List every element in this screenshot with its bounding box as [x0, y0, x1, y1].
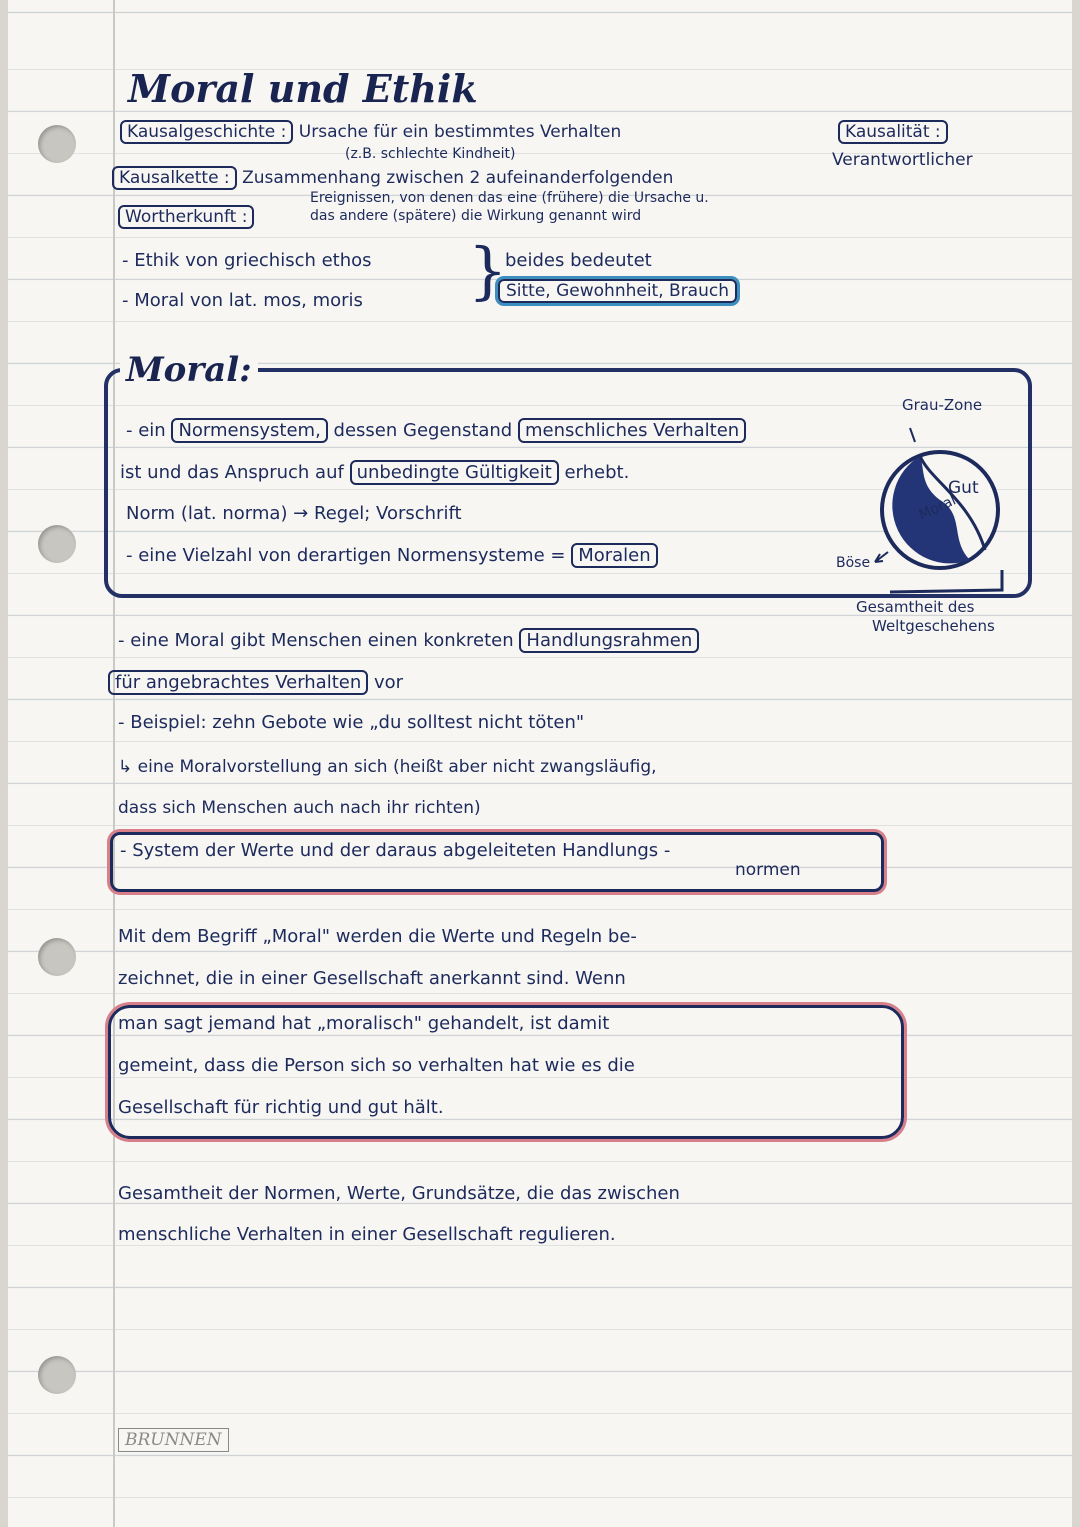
- diagram-grey-zone-label: Grau-Zone: [902, 396, 983, 414]
- definition-text-line2: Ereignissen, von denen das eine (frühere) die Ursache u.: [310, 190, 709, 206]
- side-note-text: Verantwortlicher: [832, 150, 973, 170]
- diagram-whole-label-1: Gesamtheit des: [856, 598, 975, 616]
- definition-text: Ursache für ein bestimmtes Verhalten: [298, 122, 622, 142]
- paragraph-line-3: man sagt jemand hat „moralisch" gehandelt, ist damit: [118, 1013, 610, 1034]
- system-line-1: - System der Werte und der daraus abgeleiteten Handlungs -: [120, 840, 671, 861]
- diagram-evil-label: Böse: [836, 555, 871, 571]
- term-unbedingte-gueltigkeit: unbedingte Gültigkeit: [350, 460, 559, 485]
- term-normensystem: Normensystem,: [171, 418, 327, 443]
- page-title: Moral und Ethik: [128, 66, 478, 111]
- example-line-2: ↳ eine Moralvorstellung an sich (heißt aber nicht zwangsläufig,: [118, 757, 657, 777]
- diagram-moral-label: Moral: [916, 492, 959, 524]
- diagram-good-label: Gut: [948, 478, 979, 498]
- body-line-2: für angebrachtes Verhalten vor: [108, 670, 403, 695]
- term-box: Kausalkette :: [112, 166, 237, 190]
- etymology-meaning: Sitte, Gewohnheit, Brauch: [498, 279, 737, 303]
- margin-line: [113, 0, 115, 1527]
- punch-hole: [38, 525, 76, 563]
- final-line-1: Gesamtheit der Normen, Werte, Grundsätze, die das zwischen: [118, 1183, 680, 1204]
- diagram-whole-label-2: Weltgeschehens: [872, 617, 995, 635]
- etymology-meaning-label: beides bedeutet: [505, 250, 652, 271]
- term-box: Wortherkunft :: [118, 205, 254, 229]
- example-line: - Beispiel: zehn Gebote wie „du solltest nicht töten": [118, 712, 585, 733]
- definition-kausalgeschichte: [120, 120, 621, 144]
- moral-heading: Moral:: [120, 350, 258, 390]
- curly-brace: }: [468, 234, 508, 307]
- etymology-ethik: - Ethik von griechisch ethos: [122, 250, 372, 271]
- term-handlungsrahmen: Handlungsrahmen: [519, 628, 699, 653]
- paragraph-line-5: Gesellschaft für richtig und gut hält.: [118, 1097, 444, 1118]
- term-angebrachtes-verhalten: für angebrachtes Verhalten: [108, 670, 368, 695]
- moral-line-1: - ein Normensystem, dessen Gegenstand menschliches Verhalten: [126, 418, 746, 443]
- etymology-moral: - Moral von lat. mos, moris: [122, 290, 363, 311]
- side-note-term: Kausalität :: [838, 120, 948, 144]
- term-moralen: Moralen: [571, 543, 657, 568]
- punch-hole: [38, 938, 76, 976]
- punch-hole: [38, 125, 76, 163]
- term-menschliches-verhalten: menschliches Verhalten: [518, 418, 746, 443]
- punch-hole: [38, 1356, 76, 1394]
- moral-line-2: ist und das Anspruch auf unbedingte Gültigkeit erhebt.: [120, 462, 630, 483]
- paragraph-line-2: zeichnet, die in einer Gesellschaft anerkannt sind. Wenn: [118, 968, 626, 989]
- definition-wortherkunft: [118, 205, 254, 229]
- body-line-1: - eine Moral gibt Menschen einen konkreten Handlungsrahmen: [118, 628, 699, 653]
- system-line-2: normen: [735, 860, 801, 880]
- final-line-2: menschliche Verhalten in einer Gesellschaft regulieren.: [118, 1224, 616, 1245]
- definition-kausalkette: [112, 166, 673, 190]
- paragraph-line-1: Mit dem Begriff „Moral" werden die Werte und Regeln be-: [118, 926, 637, 947]
- definition-text-line3: das andere (spätere) die Wirkung genannt wird: [310, 208, 642, 224]
- definition-note: (z.B. schlechte Kindheit): [345, 146, 516, 162]
- term-box: Kausalgeschichte :: [120, 120, 293, 144]
- example-line-3: dass sich Menschen auch nach ihr richten): [118, 798, 481, 818]
- moral-line-3: Norm (lat. norma) → Regel; Vorschrift: [126, 503, 462, 524]
- moral-line-4: - eine Vielzahl von derartigen Normensysteme = Moralen: [126, 543, 658, 568]
- brand-logo: BRUNNEN: [118, 1428, 229, 1452]
- paragraph-line-4: gemeint, dass die Person sich so verhalten hat wie es die: [118, 1055, 635, 1076]
- definition-text: Zusammenhang zwischen 2 aufeinanderfolgenden: [242, 168, 674, 188]
